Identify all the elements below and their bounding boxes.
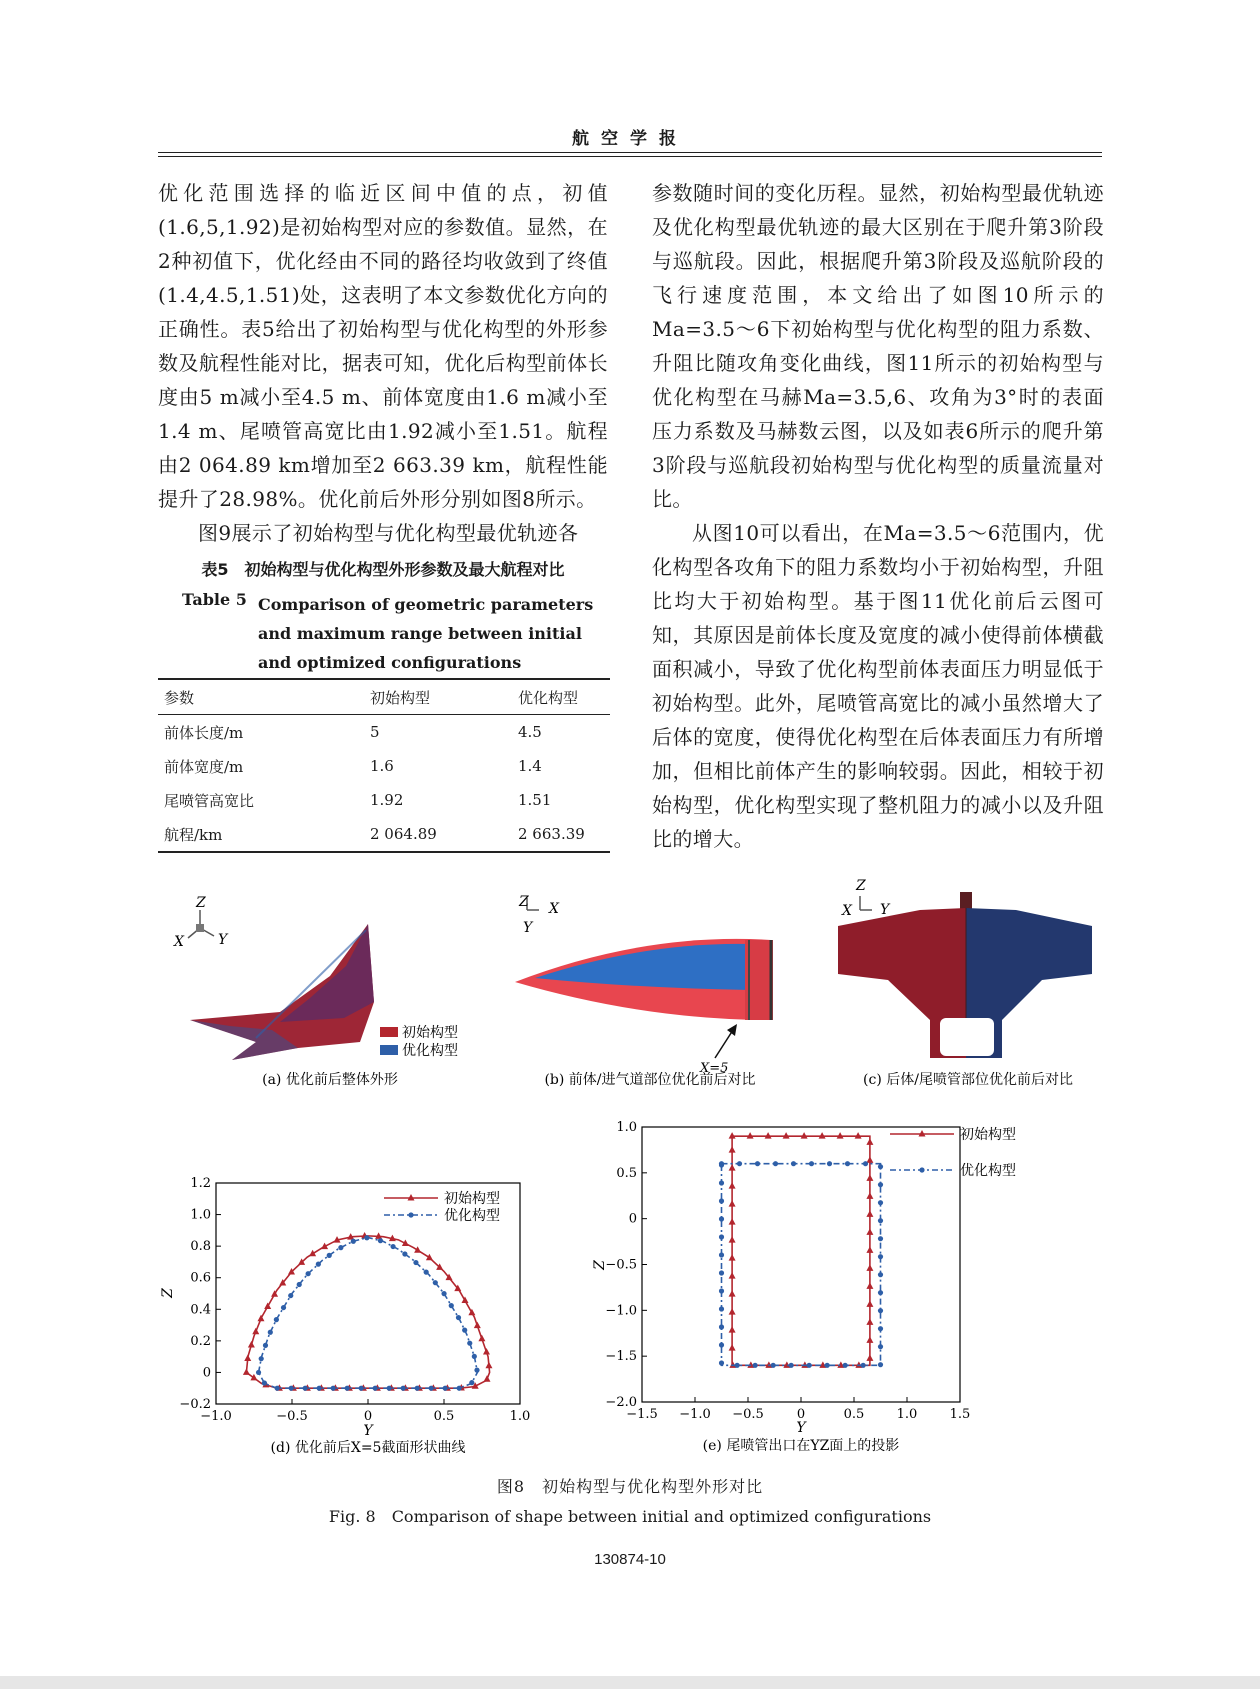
x-tick-label: 1.0 [896, 1407, 918, 1422]
circle-marker [719, 1180, 724, 1185]
y-tick-label: 0 [628, 1211, 637, 1227]
table-row [158, 817, 610, 852]
circle-marker [390, 1244, 395, 1249]
table-row [158, 749, 610, 783]
header-rule-2 [158, 156, 1102, 157]
y-tick-label: 0 [202, 1365, 211, 1381]
circle-marker [789, 1363, 794, 1368]
table-header: 优化构型 [512, 679, 610, 715]
axis-triad-icon [518, 894, 560, 936]
panel-d-caption: (d) 优化前后X=5截面形状曲线 [270, 1440, 466, 1456]
circle-marker [256, 1370, 261, 1375]
triangle-marker [478, 1335, 485, 1342]
x-tick-label: 1.0 [509, 1409, 531, 1424]
circle-marker [773, 1161, 778, 1166]
legend-swatch-initial [380, 1027, 398, 1037]
y-tick-label: −0.5 [605, 1257, 637, 1273]
series-line [246, 1236, 489, 1388]
triangle-marker [866, 1282, 873, 1289]
legend-label: 优化构型 [444, 1208, 500, 1224]
circle-marker [424, 1270, 429, 1275]
forebody-profile-icon [515, 939, 773, 1020]
axis-label-x: X [549, 901, 559, 917]
circle-marker [281, 1305, 286, 1310]
circle-marker [878, 1236, 883, 1241]
triangle-marker [485, 1362, 492, 1369]
journal-title: 航空学报 [572, 129, 688, 149]
table-cell: 1.92 [370, 791, 404, 809]
triangle-marker [483, 1375, 490, 1382]
figure-caption-en: Fig. 8 Comparison of shape between initial and optimized configurations [328, 1507, 932, 1526]
axis-label-x: X [174, 934, 184, 950]
circle-marker [331, 1386, 336, 1391]
bottom-bar [0, 1676, 1260, 1689]
circle-marker [467, 1341, 472, 1346]
paragraph: 参数随时间的变化历程。显然，初始构型最优轨迹及优化构型最优轨迹的最大区别在于爬升第3阶段与巡航段。因此，根据爬升第3阶段及巡航阶段的飞行速度范围，本文给出了如图10所示的Ma=3.5～6下初始构型与优化构型的阻力系数、升阻比随攻角变化曲线，图11所示的初始构型与优化构型在马赫Ma=3.5,6、攻角为3°时的表面压力系数及马赫数云图，以及如表6所示的爬升第3阶段与巡航段初始构型与优化构型的质量流量对比。 [652, 181, 1104, 511]
circle-marker [401, 1386, 406, 1391]
axis-label-y: Y [523, 920, 533, 936]
circle-marker [415, 1386, 420, 1391]
table-row [158, 783, 610, 817]
paragraph: 优化范围选择的临近区间中值的点，初值(1.6,5,1.92)是初始构型对应的参数值。显然，在2种初值下，优化经由不同的路径均收敛到了终值(1.4,4.5,1.51)处，这表明了本文参数优化方向的正确性。表5给出了初始构型与优化构型的外形参数及航程性能对比，据表可知，优化后构型前体长度由5 m减小至4.5 m、前体宽度由1.6 m减小至1.4 m、尾喷管高宽比由1.92减小至1.51。航程由2 064.89 km增加至2 663.39 km，航程性能提升了28.98%。优化前后外形分别如图8所示。 [158, 181, 608, 511]
circle-marker [861, 1363, 866, 1368]
table-cell: 4.5 [518, 723, 542, 741]
triangle-marker [866, 1246, 873, 1253]
parameter-table [158, 678, 610, 853]
circle-marker [878, 1272, 883, 1277]
circle-marker [719, 1288, 724, 1293]
triangle-marker [866, 1354, 873, 1361]
y-tick-label: 1.0 [616, 1120, 637, 1135]
x-tick-label: 1.5 [949, 1407, 971, 1422]
right-column [652, 176, 1104, 856]
triangle-marker [257, 1315, 264, 1322]
y-tick-label: 1.2 [190, 1176, 211, 1191]
triangle-marker [483, 1348, 490, 1355]
chart-e-nozzle-projection [590, 1112, 1016, 1457]
table-cell: 2 064.89 [364, 817, 512, 852]
circle-marker [845, 1161, 850, 1166]
paragraph: 图9展示了初始构型与优化构型最优轨迹各 [198, 521, 579, 545]
triangle-marker [866, 1228, 873, 1235]
circle-marker [472, 1354, 477, 1359]
circle-marker [351, 1239, 356, 1244]
circle-marker [408, 1212, 413, 1217]
triangle-marker [729, 1326, 736, 1333]
circle-marker [719, 1270, 724, 1275]
circle-marker [827, 1161, 832, 1166]
circle-marker [878, 1218, 883, 1223]
triangle-marker [866, 1264, 873, 1271]
circle-marker [387, 1386, 392, 1391]
axis-label-z: Z [856, 878, 866, 894]
table-header: 参数 [158, 679, 364, 715]
triangle-marker [866, 1156, 873, 1163]
circle-marker [274, 1317, 279, 1322]
table-cell: 航程/km [158, 817, 364, 852]
y-axis-label: Z [592, 1260, 608, 1270]
table-cell: 尾喷管高宽比 [164, 791, 255, 810]
circle-marker [364, 1235, 369, 1240]
circle-marker [288, 1293, 293, 1298]
circle-marker [719, 1306, 724, 1311]
table-cell: 1.51 [518, 791, 552, 809]
circle-marker [441, 1291, 446, 1296]
circle-marker [433, 1280, 438, 1285]
circle-marker [878, 1344, 883, 1349]
circle-marker [457, 1386, 462, 1391]
table-cell: 1.6 [370, 757, 394, 775]
x-tick-label: 0 [363, 1409, 373, 1424]
y-tick-label: −1.5 [605, 1349, 637, 1365]
axis-label-x: X [842, 903, 852, 919]
circle-marker [843, 1363, 848, 1368]
table-header-row [158, 679, 610, 715]
left-column [158, 176, 608, 550]
x-tick-label: −0.5 [732, 1407, 764, 1422]
x5-annotation: X=5 [700, 1061, 729, 1076]
x-tick-label: 0.5 [843, 1407, 865, 1422]
triangle-marker [866, 1210, 873, 1217]
triangle-marker [248, 1341, 255, 1348]
x-axis-label: Y [796, 1420, 806, 1436]
y-tick-label: 1.0 [190, 1207, 211, 1223]
y-tick-label: 0.4 [190, 1302, 211, 1318]
circle-marker [919, 1167, 924, 1172]
y-tick-label: −2.0 [605, 1395, 637, 1410]
axis-label-z: Z [519, 894, 529, 910]
triangle-marker [729, 1146, 736, 1153]
chart-d-cross-section [160, 1168, 560, 1458]
circle-marker [878, 1362, 883, 1367]
y-axis-label: Z [160, 1288, 176, 1298]
axis-triad-icon [841, 878, 891, 919]
x-tick-label: −1.0 [679, 1407, 711, 1422]
x-tick-label: 0 [796, 1407, 806, 1422]
triangle-marker [729, 1236, 736, 1243]
panel-a-caption: (a) 优化前后整体外形 [262, 1072, 398, 1088]
triangle-marker [729, 1182, 736, 1189]
circle-marker [719, 1234, 724, 1239]
circle-marker [263, 1343, 268, 1348]
circle-marker [809, 1161, 814, 1166]
circle-marker [737, 1161, 742, 1166]
triangle-marker [866, 1138, 873, 1145]
table-caption-en-label: Table 5 [182, 590, 247, 609]
circle-marker [878, 1290, 883, 1295]
circle-marker [719, 1360, 724, 1365]
page-number: 130874-10 [594, 1551, 666, 1568]
circle-marker [719, 1324, 724, 1329]
triangle-marker [729, 1254, 736, 1261]
circle-marker [429, 1386, 434, 1391]
table-caption-cn: 表5 初始构型与优化构型外形参数及最大航程对比 [201, 560, 565, 579]
triangle-marker [426, 1254, 433, 1261]
circle-marker [413, 1260, 418, 1265]
arrow-head-icon [727, 1024, 737, 1036]
circle-marker [878, 1164, 883, 1169]
x-tick-label: −0.5 [276, 1409, 308, 1424]
circle-marker [719, 1216, 724, 1221]
axis-triad-icon [173, 895, 229, 950]
circle-marker [719, 1198, 724, 1203]
triangle-marker [866, 1192, 873, 1199]
circle-marker [878, 1182, 883, 1187]
triangle-marker [729, 1218, 736, 1225]
figure-caption-cn: 图8 初始构型与优化构型外形对比 [496, 1477, 764, 1496]
circle-marker [262, 1380, 267, 1385]
circle-marker [807, 1363, 812, 1368]
circle-marker [259, 1356, 264, 1361]
rearbody-shape-icon [838, 892, 1092, 1058]
circle-marker [402, 1251, 407, 1256]
triangle-marker [250, 1374, 257, 1381]
panel-c-caption: (c) 后体/尾喷管部位优化前后对比 [863, 1072, 1073, 1088]
circle-marker [771, 1363, 776, 1368]
plot-frame [642, 1127, 960, 1402]
triangle-marker [729, 1344, 736, 1351]
triangle-marker [729, 1164, 736, 1171]
axis-label-z: Z [196, 895, 206, 911]
table-cell: 前体长度/m [164, 723, 244, 742]
triangle-marker [474, 1322, 481, 1329]
y-tick-label: 0.2 [190, 1333, 211, 1349]
circle-marker [345, 1386, 350, 1391]
circle-marker [373, 1386, 378, 1391]
x-tick-label: −1.0 [200, 1409, 232, 1424]
circle-marker [297, 1282, 302, 1287]
legend-label: 初始构型 [444, 1191, 500, 1207]
circle-marker [735, 1363, 740, 1368]
circle-marker [753, 1363, 758, 1368]
circle-marker [474, 1368, 479, 1373]
triangle-marker [866, 1336, 873, 1343]
x-axis-label: Y [363, 1423, 373, 1439]
table-caption-en: Comparison of geometric parameters and maximum range between initial and optimized configurations [258, 595, 594, 672]
triangle-marker [866, 1300, 873, 1307]
triangle-marker [729, 1290, 736, 1297]
y-tick-label: 0.6 [190, 1270, 211, 1286]
circle-marker [327, 1253, 332, 1258]
circle-marker [719, 1342, 724, 1347]
x-tick-label: −1.5 [626, 1407, 658, 1422]
triangle-marker [252, 1328, 259, 1335]
circle-marker [456, 1315, 461, 1320]
panel-a-overall-shape [160, 880, 500, 1090]
table-cell: 5 [370, 723, 380, 741]
circle-marker [755, 1161, 760, 1166]
triangle-marker [866, 1318, 873, 1325]
panel-c-rearbody [830, 870, 1105, 1090]
arrow-line [715, 1030, 733, 1058]
circle-marker [863, 1161, 868, 1166]
circle-marker [878, 1200, 883, 1205]
circle-marker [449, 1303, 454, 1308]
table-cell: 1.4 [518, 757, 542, 775]
circle-marker [469, 1380, 474, 1385]
y-tick-label: −0.2 [179, 1397, 211, 1412]
circle-marker [719, 1162, 724, 1167]
table-header: 初始构型 [364, 679, 512, 715]
circle-marker [719, 1252, 724, 1257]
series-line [259, 1237, 478, 1388]
circle-marker [303, 1386, 308, 1391]
legend-label: 优化构型 [960, 1163, 1016, 1179]
circle-marker [359, 1386, 364, 1391]
series-line [732, 1136, 870, 1365]
triangle-marker [866, 1174, 873, 1181]
paragraph: 从图10可以看出，在Ma=3.5～6范围内，优化构型各攻角下的阻力系数均小于初始构型，升阻比均大于初始构型。基于图11优化前后云图可知，其原因是前体长度及宽度的减小使得前体横截面积减小，导致了优化构型前体表面压力明显低于初始构型。此外，尾喷管高宽比的减小虽然增大了后体的宽度，使得优化构型在后体表面压力有所增加，但相比前体产生的影响较弱。因此，相较于初始构型，优化构型实现了整机阻力的减小以及升阻比的增大。 [652, 521, 1104, 851]
circle-marker [306, 1271, 311, 1276]
triangle-marker [243, 1368, 250, 1375]
y-tick-label: −1.0 [605, 1303, 637, 1319]
circle-marker [878, 1308, 883, 1313]
circle-marker [462, 1328, 467, 1333]
table-row [158, 715, 610, 750]
legend-swatch-optimized [380, 1045, 398, 1055]
panel-b-caption: (b) 前体/进气道部位优化前后对比 [544, 1072, 756, 1088]
x-tick-label: 0.5 [433, 1409, 455, 1424]
circle-marker [338, 1245, 343, 1250]
legend-label-optimized: 优化构型 [402, 1043, 458, 1059]
circle-marker [443, 1386, 448, 1391]
header-rule [158, 152, 1102, 153]
circle-marker [878, 1254, 883, 1259]
circle-marker [317, 1386, 322, 1391]
y-tick-label: 0.8 [190, 1239, 211, 1255]
triangle-marker [244, 1354, 251, 1361]
circle-marker [275, 1386, 280, 1391]
circle-marker [878, 1326, 883, 1331]
table-cell: 2 663.39 [512, 817, 610, 852]
circle-marker [825, 1363, 830, 1368]
legend-label: 初始构型 [960, 1127, 1016, 1143]
circle-marker [791, 1161, 796, 1166]
triangle-marker [729, 1200, 736, 1207]
circle-marker [268, 1330, 273, 1335]
panel-b-forebody [505, 880, 795, 1090]
series-line [722, 1164, 881, 1366]
axis-label-y: Y [218, 932, 228, 948]
circle-marker [289, 1386, 294, 1391]
circle-marker [378, 1238, 383, 1243]
axis-label-y: Y [880, 902, 890, 918]
table-cell: 前体宽度/m [164, 757, 244, 776]
panel-e-caption: (e) 尾喷管出口在YZ面上的投影 [702, 1438, 900, 1454]
y-tick-label: 0.5 [616, 1165, 637, 1181]
triangle-marker [729, 1308, 736, 1315]
legend-label-initial: 初始构型 [402, 1025, 458, 1041]
circle-marker [316, 1262, 321, 1267]
triangle-marker [729, 1272, 736, 1279]
